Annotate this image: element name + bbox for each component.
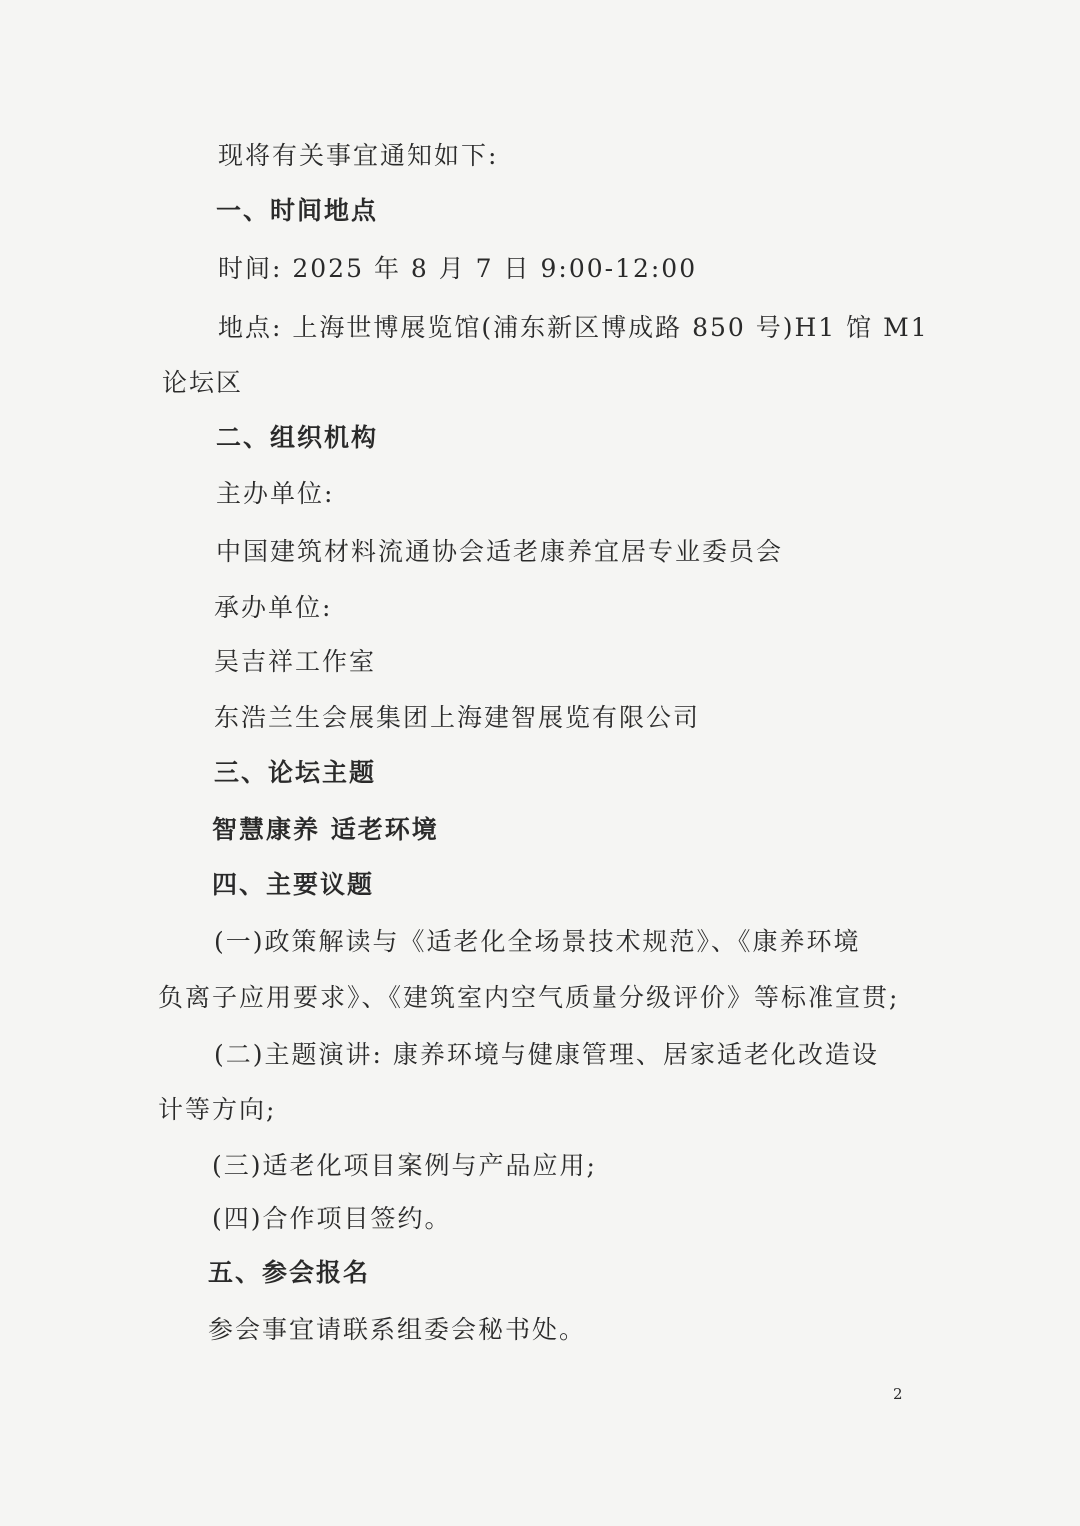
page-number: 2 bbox=[893, 1385, 903, 1403]
topic-item-1-line2: 负离子应用要求》、《建筑室内空气质量分级评价》等标准宣贯; bbox=[158, 983, 900, 1012]
organizer-text-1: 吴吉祥工作室 bbox=[214, 647, 377, 676]
organizer-text-2: 东浩兰生会展集团上海建智展览有限公司 bbox=[214, 703, 701, 732]
section-heading-time-location: 一、时间地点 bbox=[216, 196, 379, 225]
host-text: 中国建筑材料流通协会适老康养宜居专业委员会 bbox=[216, 537, 784, 566]
organizer-label: 承办单位: bbox=[214, 593, 333, 622]
location-text-line2: 论坛区 bbox=[162, 368, 244, 397]
topic-item-2-line2: 计等方向; bbox=[158, 1095, 277, 1124]
section-heading-organization: 二、组织机构 bbox=[216, 423, 379, 452]
location-text-line1: 地点: 上海世博展览馆(浦东新区博成路 850 号)H1 馆 M1 bbox=[218, 313, 929, 342]
registration-text: 参会事宜请联系组委会秘书处。 bbox=[208, 1315, 587, 1344]
intro-text: 现将有关事宜通知如下: bbox=[218, 141, 499, 170]
topic-item-2-line1: (二)主题演讲: 康养环境与健康管理、居家适老化改造设 bbox=[214, 1040, 879, 1069]
section-heading-registration: 五、参会报名 bbox=[208, 1258, 371, 1287]
host-label: 主办单位: bbox=[216, 479, 335, 508]
topic-item-3: (三)适老化项目案例与产品应用; bbox=[212, 1151, 597, 1180]
topic-item-4: (四)合作项目签约。 bbox=[212, 1204, 452, 1233]
section-heading-theme: 三、论坛主题 bbox=[214, 758, 377, 787]
section-heading-topics: 四、主要议题 bbox=[212, 870, 375, 899]
time-text: 时间: 2025 年 8 月 7 日 9:00-12:00 bbox=[218, 254, 698, 283]
theme-text: 智慧康养 适老环境 bbox=[212, 815, 439, 844]
topic-item-1-line1: (一)政策解读与《适老化全场景技术规范》、《康养环境 bbox=[214, 927, 861, 956]
